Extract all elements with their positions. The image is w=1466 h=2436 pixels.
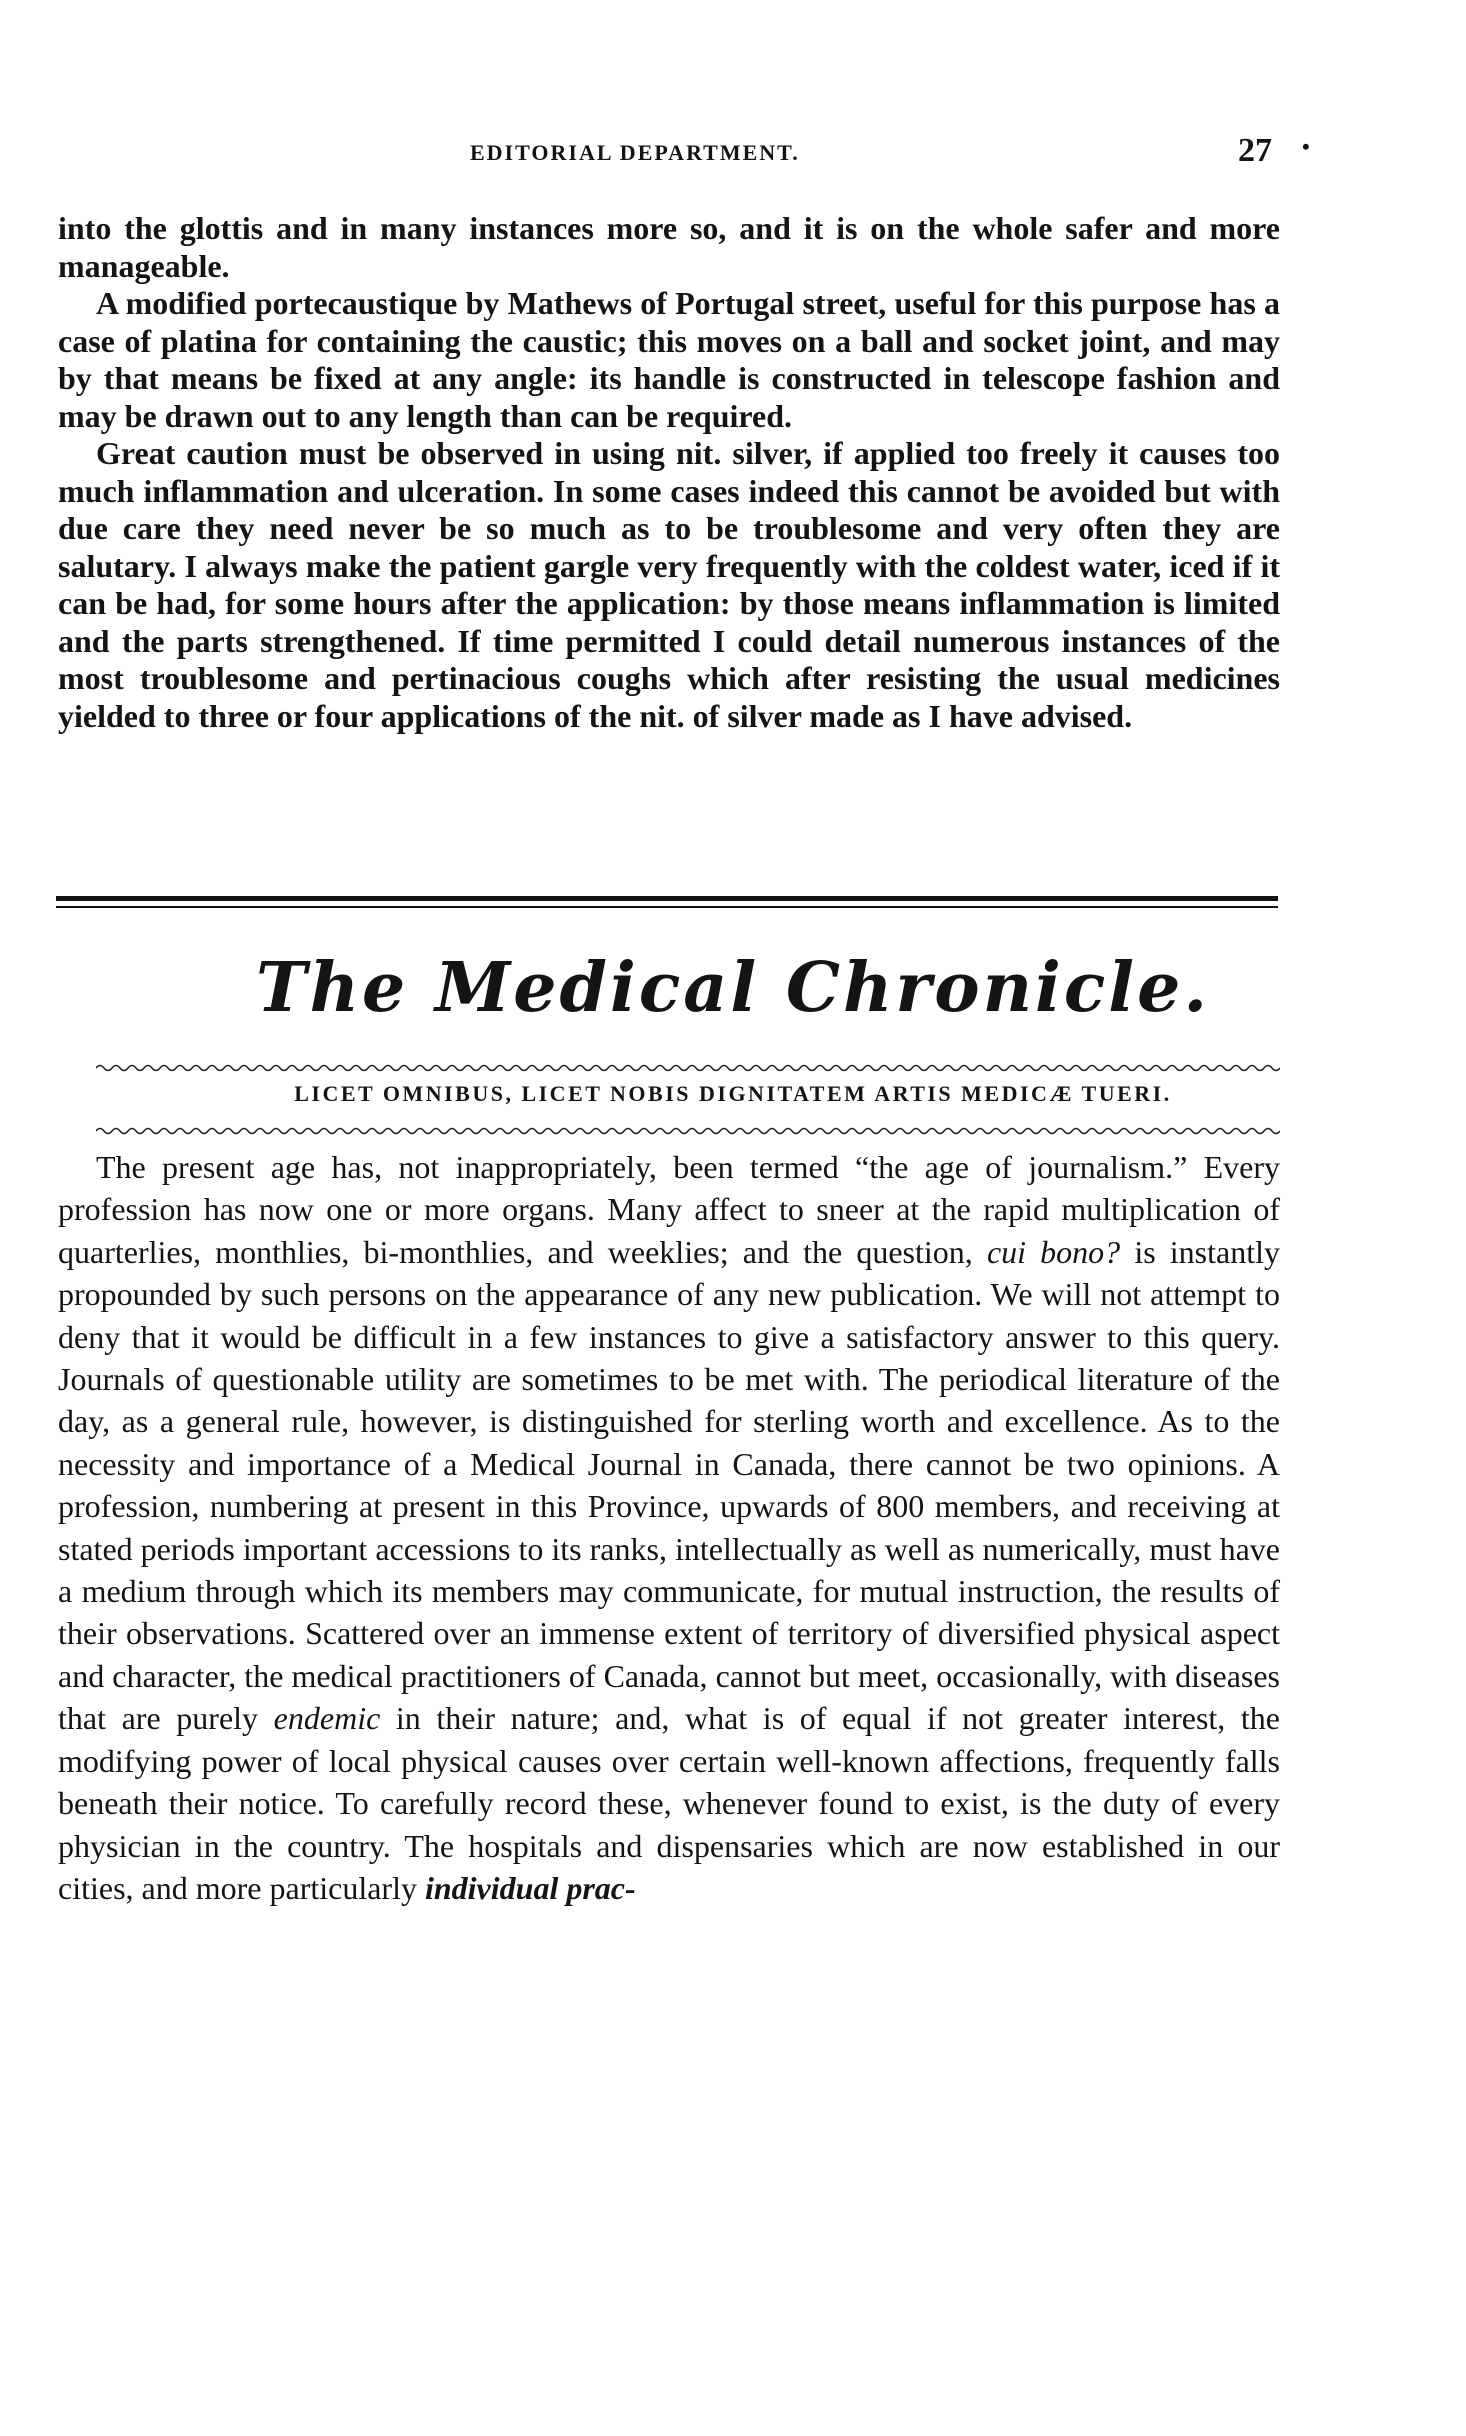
wavy-rule-top [96, 1063, 1280, 1073]
divider-thick-line [56, 896, 1278, 901]
editorial-text [58, 1146, 1280, 1909]
previous-article-paragraph: Great caution must be observed in using nit. silver, if applied too freely it causes too much inflammation and ulceration. In some cases indeed this cannot be avoided but with due care they need never be so much as to be troublesome and very often they are salutary. I always make the patient gargle very frequently with the coldest water, iced if it can be had, for some hours after the application: by those means inflammation is limited and the parts strengthened. If time permitted I could detail numerous instances of the most troublesome and pertinacious coughs which after resisting the usual medicines yielded to three or four applications of the nit. of silver made as I have advised. [58, 435, 1280, 734]
masthead-motto: LICET OMNIBUS, LICET NOBIS DIGNITATEM ARTIS MEDICÆ TUERI. [294, 1081, 1172, 1106]
running-title: EDITORIAL DEPARTMENT. [470, 140, 800, 165]
editorial-paragraph [58, 1146, 1280, 1909]
editorial-text-run: in their nature; and, what is of equal if not greater interest, the modifying power of local physical causes over certain well-known affections, frequently falls beneath their notice. To carefully record these, whenever found to exist, is the duty of every physician in the country. The hospitals and dispensaries which are now established in our cities, and more particularly [58, 1700, 1281, 1906]
editorial-italic-phrase: endemic [273, 1700, 381, 1737]
previous-article-paragraph: A modified portecaustique by Mathews of Portugal street, useful for this purpose has a case of platina for containing the caustic; this moves on a ball and socket joint, and may by that means be fixed at any angle: its handle is constructed in telescope fashion and may be drawn out to any length than can be required. [58, 285, 1280, 434]
editorial-italic-phrase: individual prac- [424, 1869, 636, 1906]
previous-article-text [58, 210, 1280, 735]
editorial-text-run: is instantly propounded by such persons on the appearance of any new publication. We will not attempt to deny that it would be difficult in a few instances to give a satisfactory answer to this query. Journals of questionable utility are sometimes to be met with. The periodical literature of the day, as a general rule, however, is distinguished for sterling worth and excellence. As to the necessity and importance of a Medical Journal in Canada, there cannot be two opinions. A profession, numbering at present in this Province, upwards of 800 members, and receiving at stated periods important accessions to its ranks, intellectually as well as numerically, must have a medium through which its members may communicate, for mutual instruction, the results of their observations. Scattered over an immense extent of territory of diversified physical aspect and character, the medical practitioners of Canada, cannot but meet, occasionally, with diseases that are purely [58, 1233, 1281, 1737]
page-mark: • [1302, 134, 1310, 159]
wavy-rule-bottom [96, 1126, 1280, 1136]
editorial-text-run: The present age has, not inappropriately, been termed “the age of journalism.” Every profession has now one or more organs. Many affect to sneer at the rapid multiplication of quarterlies, monthlies, bi-monthlies, and weeklies; and the question, [58, 1149, 1280, 1270]
running-head [0, 132, 1466, 172]
editorial-italic-phrase: cui bono? [986, 1233, 1121, 1270]
page-number: 27 [1238, 132, 1272, 169]
section-divider-rule [56, 896, 1278, 910]
divider-thin-line [56, 906, 1278, 908]
previous-article-paragraph: into the glottis and in many instances more so, and it is on the whole safer and more manageable. [58, 210, 1280, 284]
masthead-title: The Medical Chronicle. [255, 948, 1211, 1028]
